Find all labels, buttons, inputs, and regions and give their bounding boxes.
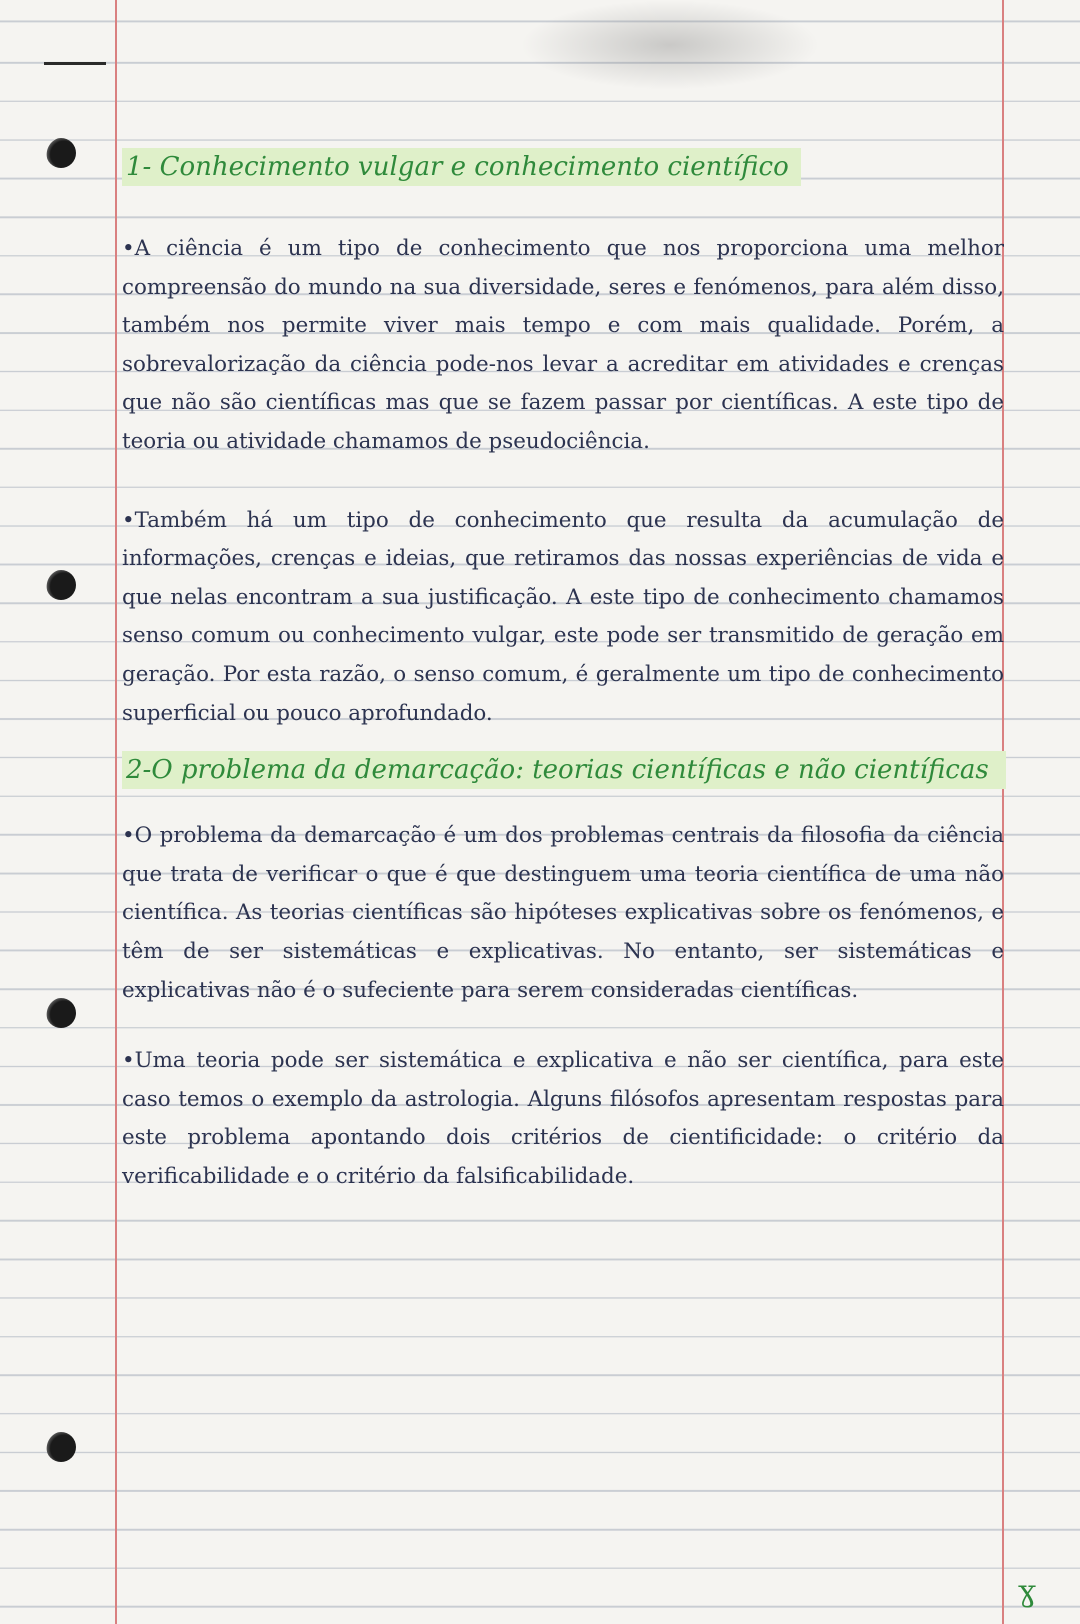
page-mark: ɣ: [1018, 1574, 1036, 1609]
binder-hole: [46, 1432, 76, 1462]
notes-content: [122, 140, 1004, 1196]
paragraph-criteria: •Uma teoria pode ser sistemática e explicativa e não ser científica, para este caso temos o exemplo da astrologia. Alguns filósofos apresentam respostas para este problema apontando dois critérios de cientificidade: o critério da verificabilidade e o critério da falsificabilidade.: [122, 1048, 1004, 1189]
binder-hole: [46, 570, 76, 600]
shadow: [520, 0, 820, 90]
paragraph-demarcation: •O problema da demarcação é um dos problemas centrais da filosofia da ciência que trata de verificar o que é que destinguem uma teoria científica de uma não científica. As teorias científicas são hipóteses explicativas sobre os fenómenos, e têm de ser sistemáticas e explicativas. No entanto, ser sistemáticas e explicativas não é o sufeciente para serem consideradas científicas.: [122, 823, 1004, 1003]
binder-hole: [46, 138, 76, 168]
binder-hole: [46, 998, 76, 1028]
left-margin-line: [115, 0, 117, 1624]
paragraph-common-sense: •Também há um tipo de conhecimento que resulta da acumulação de informações, crenças e ideias, que retiramos das nossas experiências de vida e que nelas encontram a sua justificação. A este tipo de conhecimento chamamos senso comum ou conhecimento vulgar, este pode ser transmitido de geração em geração. Por esta razão, o senso comum, é geralmente um tipo de conhecimento superficial ou pouco aprofundado.: [122, 507, 1004, 726]
paragraph-science: •A ciência é um tipo de conhecimento que nos proporciona uma melhor compreensão do mundo na sua diversidade, seres e fenómenos, para além disso, também nos permite viver mais tempo e com mais qualidade. Porém, a sobrevalorização da ciência pode-nos levar a acreditar em atividades e crenças que não são científicas mas que se fazem passar por científicas. A este tipo de teoria ou atividade chamamos de pseudociência.: [122, 236, 1004, 454]
section-heading-1: 1- Conhecimento vulgar e conhecimento científico: [122, 148, 801, 186]
dash-mark: [44, 62, 106, 65]
section-heading-2: 2-O problema da demarcação: teorias científicas e não científicas: [122, 751, 1006, 789]
